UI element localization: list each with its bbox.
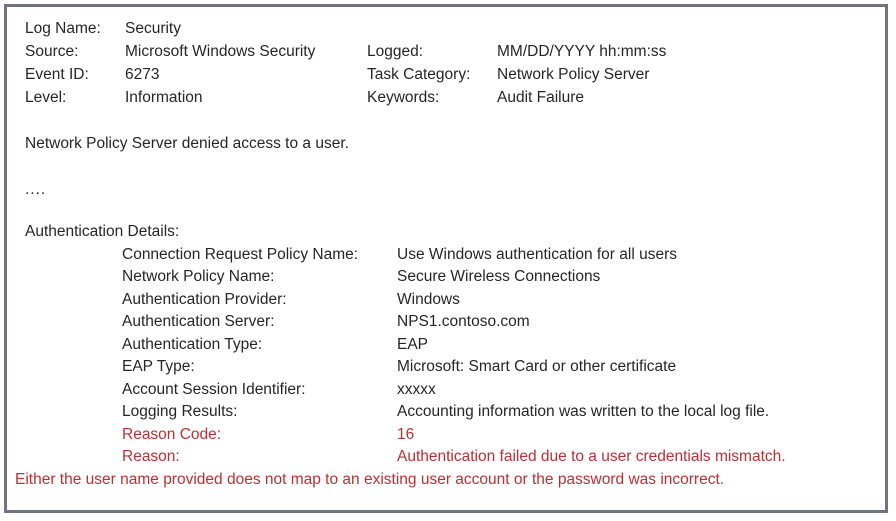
detail-label: Network Policy Name: xyxy=(122,268,275,285)
source-value: Microsoft Windows Security xyxy=(125,43,316,60)
detail-value: NPS1.contoso.com xyxy=(397,313,530,330)
source-label: Source: xyxy=(25,43,79,60)
log-name-label: Log Name: xyxy=(25,20,101,37)
logged-value: MM/DD/YYYY hh:mm:ss xyxy=(497,43,667,60)
keywords-label: Keywords: xyxy=(367,89,440,106)
keywords-value: Audit Failure xyxy=(497,89,585,106)
detail-row-account-session-identifier xyxy=(25,379,877,402)
detail-row-authentication-type xyxy=(25,334,877,357)
detail-value: Authentication failed due to a user credentials mismatch. xyxy=(397,448,786,465)
header-row-log-name xyxy=(25,17,877,40)
detail-row-eap-type xyxy=(25,356,877,379)
detail-value: Microsoft: Smart Card or other certificate xyxy=(397,358,677,375)
detail-row-reason xyxy=(25,446,877,469)
detail-label: Authentication Type: xyxy=(122,335,263,353)
level-label: Level: xyxy=(25,89,67,106)
detail-label: EAP Type: xyxy=(122,358,195,375)
detail-row-authentication-provider xyxy=(25,289,877,312)
detail-value: Accounting information was written to the local log file. xyxy=(397,403,770,420)
event-id-label: Event ID: xyxy=(25,66,89,83)
detail-row-authentication-server xyxy=(25,311,877,334)
header-row-event-id xyxy=(25,63,877,86)
event-log-panel xyxy=(4,4,888,513)
detail-value: EAP xyxy=(397,335,429,353)
detail-label: Connection Request Policy Name: xyxy=(122,245,359,263)
detail-value: Secure Wireless Connections xyxy=(397,268,601,285)
event-id-value: 6273 xyxy=(125,66,160,83)
detail-row-reason-code xyxy=(25,424,877,447)
detail-value: Use Windows authentication for all users xyxy=(397,245,677,263)
authentication-details-heading: Authentication Details: xyxy=(25,223,180,240)
detail-label: Reason Code: xyxy=(122,425,222,443)
event-log-content xyxy=(7,7,885,491)
detail-label: Reason: xyxy=(122,448,180,465)
task-category-label: Task Category: xyxy=(367,66,471,83)
detail-row-logging-results xyxy=(25,401,877,424)
detail-label: Account Session Identifier: xyxy=(122,380,306,398)
detail-label: Authentication Provider: xyxy=(122,290,287,308)
detail-row-network-policy-name xyxy=(25,266,877,289)
detail-value: Windows xyxy=(397,290,460,308)
detail-label: Authentication Server: xyxy=(122,313,275,330)
detail-value: 16 xyxy=(397,425,415,443)
log-name-value: Security xyxy=(125,20,181,37)
detail-row-connection-request-policy xyxy=(25,244,877,267)
header-row-level xyxy=(25,86,877,109)
ellipsis-text: .... xyxy=(25,181,47,198)
task-category-value: Network Policy Server xyxy=(497,66,650,83)
level-value: Information xyxy=(125,89,203,106)
logged-label: Logged: xyxy=(367,43,424,60)
event-description: Network Policy Server denied access to a user. xyxy=(25,135,349,152)
detail-value: xxxxx xyxy=(397,380,436,398)
detail-label: Logging Results: xyxy=(122,403,238,420)
header-row-source xyxy=(25,40,877,63)
reason-footer-note: Either the user name provided does not map to an existing user account or the password was incorrect. xyxy=(15,470,725,488)
